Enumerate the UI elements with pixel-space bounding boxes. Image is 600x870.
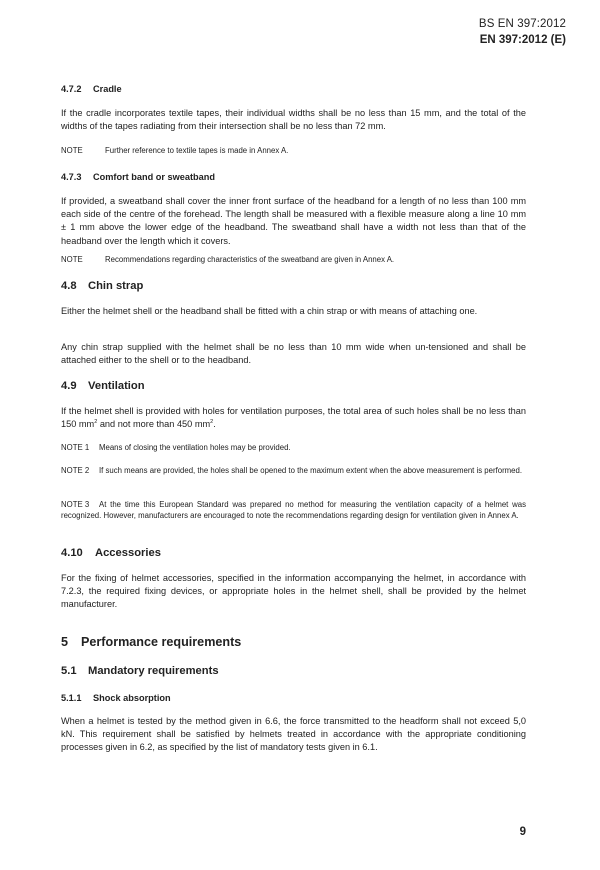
- ventilation-text-a: If the helmet shell is provided with holes for ventilation purposes, the total area of such holes shall be no less than 150 mm: [61, 406, 526, 430]
- note-sweatband: [61, 254, 526, 265]
- note-1-ventilation: [61, 442, 526, 453]
- page-number: 9: [519, 826, 526, 838]
- heading-number: 4.9: [61, 380, 77, 392]
- heading-4-7-3: [61, 172, 215, 182]
- heading-title: Performance requirements: [81, 635, 242, 649]
- heading-title: Comfort band or sweatband: [93, 172, 215, 182]
- note-textile-tapes: [61, 145, 526, 156]
- heading-number: 4.8: [61, 280, 77, 292]
- superscript-squared: 2: [94, 419, 98, 426]
- heading-title: Mandatory requirements: [88, 665, 219, 677]
- heading-5-1-1: [61, 693, 171, 703]
- heading-title: Accessories: [95, 547, 161, 559]
- note-label: NOTE: [61, 146, 83, 155]
- note-label: NOTE 2: [61, 466, 90, 475]
- heading-number: 5: [61, 635, 69, 649]
- paragraph-chin-strap-1: Either the helmet shell or the headband shall be fitted with a chin strap or with means of attaching one.: [61, 306, 478, 316]
- heading-4-10: [61, 547, 161, 559]
- paragraph-accessories: For the fixing of helmet accessories, specified in the information accompanying the helmet, in accordance with 7.2.3, the required fixing devices, or appropriate holes in the helmet shell, shall be provided by the helmet manufacturer.: [61, 573, 526, 610]
- note-label: NOTE 3: [61, 500, 90, 509]
- heading-4-9: [61, 380, 145, 392]
- heading-number: 5.1.1: [61, 693, 82, 703]
- paragraph-cradle: If the cradle incorporates textile tapes, their individual widths shall be no less than 15 mm, and the total of the widths of the tapes radiating from their intersection shall be no less than 72 mm.: [61, 108, 526, 132]
- note-label: NOTE 1: [61, 443, 90, 452]
- ventilation-text-b: and not more than 450 mm: [97, 419, 211, 430]
- note-text: If such means are provided, the holes shall be opened to the maximum extent when the above measurement is performed.: [99, 466, 523, 475]
- heading-number: 4.10: [61, 547, 83, 559]
- heading-title: Shock absorption: [93, 693, 171, 703]
- paragraph-shock-absorption: When a helmet is tested by the method given in 6.6, the force transmitted to the headform shall not exceed 5,0 kN. This requirement shall be satisfied by helmets treated in accordance with the appropriate conditioning processes given in 6.2, as specified by the list of mandatory tests given in 6.1.: [61, 716, 526, 753]
- heading-5-1: [61, 665, 219, 677]
- heading-5: [61, 635, 241, 649]
- superscript-squared: 2: [210, 419, 214, 426]
- note-2-ventilation: [61, 465, 526, 476]
- heading-title: Ventilation: [88, 380, 145, 392]
- note-3-ventilation: [61, 499, 526, 521]
- note-label: NOTE: [61, 255, 83, 264]
- note-text: At the time this European Standard was prepared no method for measuring the ventilation capacity of a helmet was recognized. However, manufacturers are encouraged to note the recommendations regarding design for ventilation given in Annex A.: [61, 500, 526, 520]
- heading-number: 4.7.3: [61, 172, 82, 182]
- heading-title: Cradle: [93, 84, 122, 94]
- paragraph-ventilation: [61, 405, 526, 431]
- note-text: Further reference to textile tapes is made in Annex A.: [105, 146, 289, 155]
- heading-number: 4.7.2: [61, 84, 82, 94]
- heading-number: 5.1: [61, 665, 77, 677]
- heading-4-7-2: [61, 84, 122, 94]
- paragraph-sweatband: If provided, a sweatband shall cover the inner front surface of the headband for a length of no less than 100 mm each side of the centre of the forehead. The length shall be measured with a flexible measure along a line 10 mm ± 1 mm above the lower edge of the headband. The sweatband shall have a width not less than that of the headband over the length which it covers.: [61, 196, 526, 246]
- heading-title: Chin strap: [88, 280, 144, 292]
- standard-reference-en: EN 397:2012 (E): [479, 34, 566, 46]
- heading-4-8: [61, 280, 143, 292]
- note-text: Recommendations regarding characteristics of the sweatband are given in Annex A.: [105, 255, 395, 264]
- ventilation-text-c: .: [213, 419, 216, 430]
- note-text: Means of closing the ventilation holes may be provided.: [99, 443, 291, 452]
- standard-reference-bs: BS EN 397:2012: [478, 18, 566, 30]
- paragraph-chin-strap-2: Any chin strap supplied with the helmet shall be no less than 10 mm wide when un-tensioned and shall be attached either to the shell or to the headband.: [61, 342, 526, 366]
